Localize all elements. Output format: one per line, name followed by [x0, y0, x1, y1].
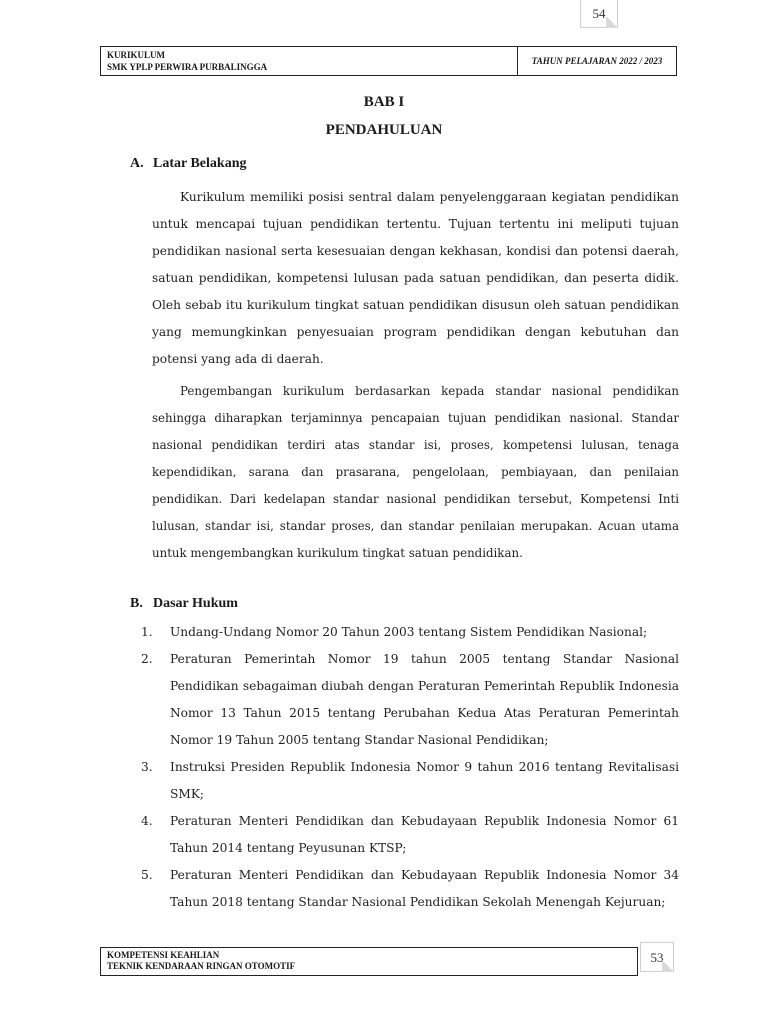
section-a-title: Latar Belakang	[153, 156, 247, 171]
list-item-number: 1.	[141, 625, 153, 639]
page-number-bottom-text: 53	[650, 950, 664, 965]
document-header	[100, 46, 677, 76]
page-fold-icon	[662, 960, 674, 972]
list-item-number: 4.	[141, 814, 153, 828]
section-b-title: Dasar Hukum	[153, 596, 238, 611]
page-number-top-text: 54	[592, 6, 606, 21]
page-number-top	[580, 0, 618, 28]
section-a-letter: A.	[130, 156, 144, 171]
list-item-number: 2.	[141, 652, 153, 666]
page-number-bottom	[640, 942, 674, 972]
footer-line-1: KOMPETENSI KEAHLIAN	[107, 950, 220, 960]
list-item	[141, 619, 679, 646]
list-item	[141, 646, 679, 754]
list-item-number: 3.	[141, 760, 153, 774]
list-item	[141, 808, 679, 862]
list-item-text: Peraturan Menteri Pendidikan dan Kebudayaan Republik Indonesia Nomor 61 Tahun 2014 tentang Peyusunan KTSP;	[170, 814, 679, 855]
paragraph-1: Kurikulum memiliki posisi sentral dalam penyelenggaraan kegiatan pendidikan untuk mencapai tujuan pendidikan tertentu. Tujuan tertentu ini meliputi tujuan pendidikan nasional serta kesesuaian dengan kekhasan, kondisi dan potensi daerah, satuan pendidikan, kompetensi lulusan pada satuan pendidikan, dan peserta didik. Oleh sebab itu kurikulum tingkat satuan pendidikan disusun oleh satuan pendidikan yang memungkinkan penyesuaian program pendidikan dengan kebutuhan dan potensi yang ada di daerah.	[152, 190, 679, 366]
footer-program	[101, 948, 301, 975]
paragraph-2: Pengembangan kurikulum berdasarkan kepada standar nasional pendidikan sehingga diharapkan terjaminnya pencapaian tujuan pendidikan nasional. Standar nasional pendidikan terdiri atas standar isi, proses, kompetensi lulusan, tenaga kependidikan, sarana dan prasarana, pengelolaan, pembiayaan, dan penilaian pendidikan. Dari kedelapan standar nasional pendidikan tersebut, Kompetensi Inti lulusan, standar isi, standar proses, dan standar penilaian merupakan. Acuan utama untuk mengembangkan kurikulum tingkat satuan pendidikan.	[152, 384, 679, 560]
chapter-title: PENDAHULUAN	[325, 122, 443, 138]
list-item-text: Peraturan Pemerintah Nomor 19 tahun 2005 tentang Standar Nasional Pendidikan sebagaiman diubah dengan Peraturan Pemerintah Republik Indonesia Nomor 13 Tahun 2015 tentang Perubahan Kedua Atas Peraturan Pemerintah Nomor 19 Tahun 2005 tentang Standar Nasional Pendidikan;	[170, 652, 679, 747]
list-item-text: Peraturan Menteri Pendidikan dan Kebudayaan Republik Indonesia Nomor 34 Tahun 2018 tentang Standar Nasional Pendidikan Sekolah Menengah Kejuruan;	[170, 868, 679, 909]
section-b-letter: B.	[130, 596, 143, 611]
header-year: TAHUN PELAJARAN 2022 / 2023	[531, 56, 663, 66]
list-item-text: Instruksi Presiden Republik Indonesia Nomor 9 tahun 2016 tentang Revitalisasi SMK;	[170, 760, 679, 801]
chapter-number: BAB I	[363, 94, 405, 110]
footer-line-2: TEKNIK KENDARAAN RINGAN OTOMOTIF	[107, 961, 296, 971]
list-item-text: Undang-Undang Nomor 20 Tahun 2003 tentang Sistem Pendidikan Nasional;	[170, 625, 648, 639]
header-line-2: SMK YPLP PERWIRA PURBALINGGA	[107, 62, 268, 72]
page-fold-icon	[606, 16, 618, 28]
legal-basis-list	[141, 619, 679, 916]
header-line-1: KURIKULUM	[107, 50, 165, 60]
document-footer	[100, 947, 638, 976]
list-item	[141, 862, 679, 916]
list-item-number: 5.	[141, 868, 153, 882]
list-item	[141, 754, 679, 808]
header-school	[101, 47, 518, 75]
